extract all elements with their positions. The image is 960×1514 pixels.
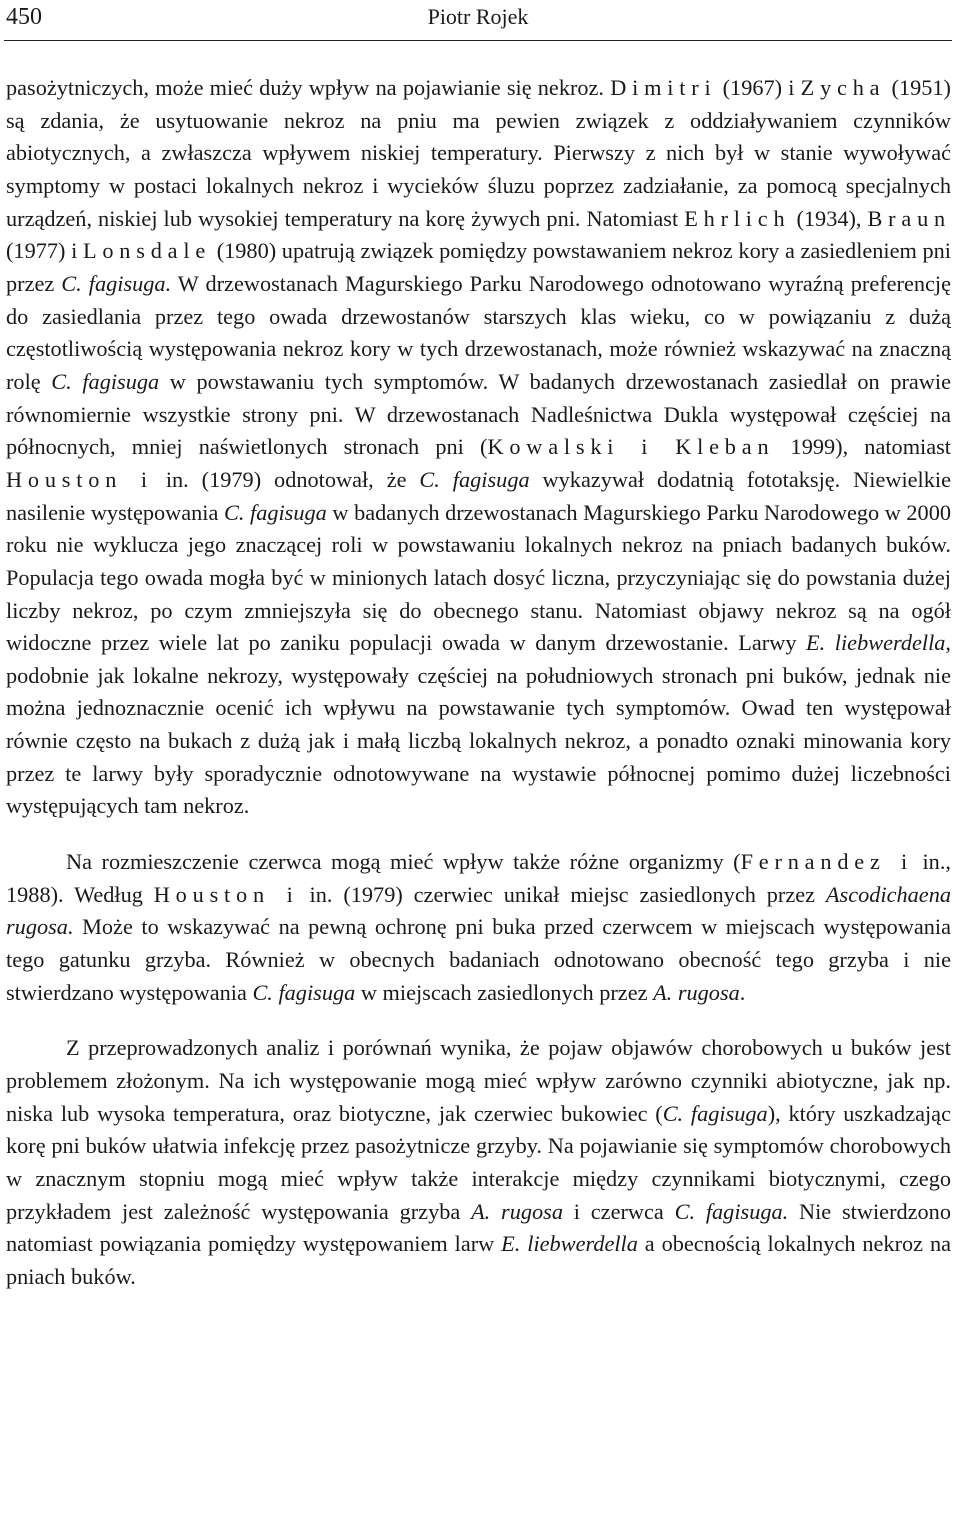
- species-name: A. rugosa: [653, 979, 740, 1005]
- species-name: C. fagisuga: [252, 979, 356, 1005]
- paragraph-3: [6, 1032, 951, 1293]
- species-name: C. fagisuga: [419, 466, 530, 492]
- cited-author: Braun: [867, 205, 951, 231]
- paragraph-2: [6, 846, 951, 1009]
- text-run: a obecnością lokalnych nekroz na pniach buków.: [6, 1231, 951, 1289]
- cited-author: Ehrlich: [684, 205, 791, 231]
- text-run: (1980) upatrują związek pomiędzy powstawaniem nekroz kory a zasiedleniem pni przez: [6, 238, 952, 296]
- text-run: w powstawaniu tych symptomów. W badanych drzewostanach zasiedlał on prawie równomiernie wszystkie strony pni. W drzewostanach Nadleśnictwa Dukla występował częściej na północnych, mniej naświetlonych stronach pni (: [6, 368, 951, 460]
- text-run: Z przeprowadzonych analiz i porównań wynika, że pojaw objawów chorobowych u buków jest problemem złożonym. Na ich występowanie mogą mieć wpływ zarówno czynniki abiotyczne, jak np. niska lub wysoka temperatura, oraz biotyczne, jak czerwiec bukowiec (: [6, 1035, 951, 1126]
- species-name: E. liebwerdella: [501, 1231, 638, 1257]
- species-name: Ascodichaena rugosa.: [6, 881, 951, 940]
- page-number: 450: [6, 4, 42, 30]
- text-run: .: [739, 979, 746, 1005]
- text-run: ), który uszkadzając korę pni buków ułatwia infekcję przez pasożytnicze grzyby. Na pojawianie się symptomów chorobowych w znacznym stopniu mogą mieć wpływ także interakcje między czynnikami biotycznymi, czego przykładem jest zależność występowania grzyba: [6, 1100, 951, 1224]
- text-run: (1951) są zdania, że usytuowanie nekroz na pniu ma pewien związek z oddziaływaniem czynników abiotycznych, a zwłaszcza wpływem niskiej temperatury. Pierwszy z nich był w stanie wywoływać symptomy w postaci lokalnych nekroz i wycieków śluzu poprzez zadziałanie, za pomocą specjalnych urządzeń, niskiej lub wysokiej temperatury na korę żywych pni. Natomiast: [6, 75, 951, 231]
- cited-author: Houston i: [153, 881, 299, 907]
- text-run: w badanych drzewostanach Magurskiego Parku Narodowego w 2000 roku nie wyklucza jego znaczącej roli w powstawaniu lokalnych nekroz na pniach badanych buków. Populacja tego owada mogła być w minionych latach dosyć liczna, przyczyniając się do powstania dużej liczby nekroz, po czym zmniejszyła się do obecnego stanu. Natomiast objawy nekroz są na ogół widoczne przez wiele lat po zaniku populacji owada w danym drzewostanie. Larwy: [6, 499, 951, 656]
- species-name: A. rugosa: [471, 1198, 563, 1224]
- text-run: i czerwca: [563, 1198, 675, 1224]
- cited-author: Zycha: [800, 75, 886, 100]
- text-run: wykazywał dodatnią fototaksję. Niewielkie nasilenie występowania: [6, 466, 951, 525]
- text-run: pasożytniczych, może mieć duży wpływ na pojawianie się nekroz.: [6, 75, 611, 100]
- body-text: [6, 72, 951, 1294]
- cited-author: Dimitri: [610, 75, 717, 100]
- species-name: C. fagisuga: [223, 499, 327, 525]
- text-run: Może to wskazywać na pewną ochronę pni buka przed czerwcem w miejscach występowania tego gatunku grzyba. Również w obecnych badaniach odnotowano obecność tego grzyba i nie stwierdzano występowania: [6, 914, 951, 1005]
- cited-author: Kowalski i Kleban: [487, 434, 775, 460]
- cited-author: Fernandez i: [740, 849, 913, 875]
- text-run: (1977) i: [6, 238, 83, 264]
- text-run: in. (1979) czerwiec unikał miejsc zasiedlonych przez: [298, 881, 826, 907]
- text-run: 1999), natomiast: [774, 434, 952, 460]
- species-name: E. liebwerdella: [806, 630, 946, 656]
- text-run: Na rozmieszczenie czerwca mogą mieć wpływ także różne organizmy (: [66, 849, 741, 875]
- species-name: C. fagisuga.: [674, 1198, 789, 1224]
- cited-author: Houston i: [6, 466, 153, 492]
- cited-author: Lonsdale: [82, 238, 212, 264]
- species-name: C. fagisuga.: [61, 270, 172, 296]
- species-name: C. fagisuga: [51, 368, 160, 394]
- species-name: C. fagisuga: [662, 1100, 768, 1126]
- text-run: in., 1988). Według: [6, 849, 951, 907]
- text-run: , podobnie jak lokalne nekrozy, występowały częściej na południowych stronach pni buków, jednak nie można jednoznacznie ocenić ich wpływu na powstawanie tych symptomów. Owad ten występował równie często na bukach z dużą jak i małą liczbą lokalnych nekroz, a ponadto oznaki minowania kory przez te larwy były sporadycznie odnotowywane na wystawie północnej pomimo dużej liczebności występujących tam nekroz.: [6, 630, 951, 819]
- text-run: W drzewostanach Magurskiego Parku Narodowego odnotowano wyraźną preferencję do zasiedlania przez tego owada drzewostanów starszych klas wieku, co w powiązaniu z dużą częstotliwością występowania nekroz kory w tych drzewostanach, może również wskazywać na znaczną rolę: [6, 270, 951, 394]
- text-run: (1934),: [790, 205, 868, 231]
- text-run: in. (1979) odnotował, że: [152, 466, 420, 492]
- text-run: w miejscach zasiedlonych przez: [355, 979, 654, 1005]
- running-head-author: Piotr Rojek: [427, 4, 529, 29]
- text-run: Nie stwierdzono natomiast powiązania pomiędzy występowaniem larw: [6, 1198, 951, 1257]
- text-run: (1967) i: [716, 75, 801, 100]
- paragraph-1: [6, 72, 951, 823]
- running-header: [4, 0, 952, 41]
